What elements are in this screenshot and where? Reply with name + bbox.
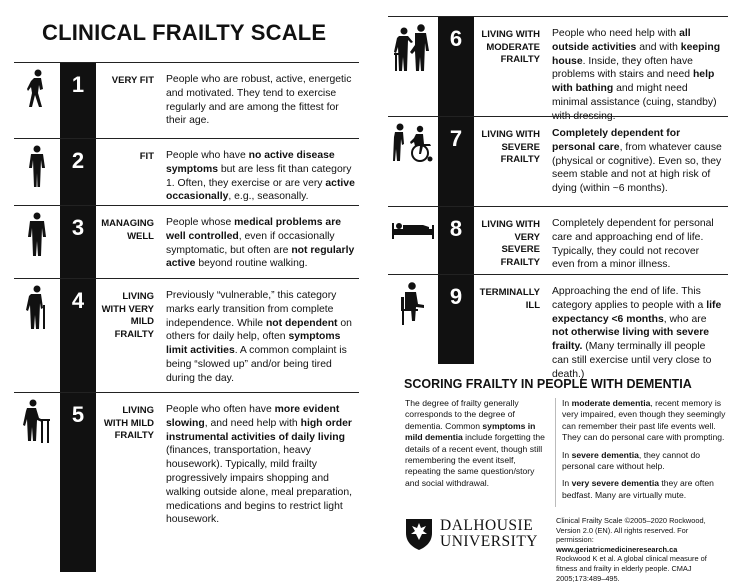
level-label: LIVING WITH MODERATE FRAILTY bbox=[481, 29, 540, 65]
level-description: People who have no active disease symptoms but are less fit than category 1. Often, they exercise or are very active occasionally, e.g., seasonally. bbox=[166, 150, 355, 203]
dementia-section-title: SCORING FRAILTY IN PEOPLE WITH DEMENTIA bbox=[404, 377, 692, 391]
level-label: TERMINALLY ILL bbox=[479, 287, 540, 311]
level-label: FIT bbox=[139, 151, 154, 162]
dalhousie-shield-icon bbox=[404, 517, 434, 551]
frailty-levels-left bbox=[14, 62, 359, 572]
standing-heavy-person-icon bbox=[14, 206, 60, 278]
level-number: 3 bbox=[60, 206, 96, 278]
bed-icon bbox=[388, 207, 438, 274]
level-description: Completely dependent for personal care and approaching end of life. Typically, they could not recover even from a minor illness. bbox=[552, 218, 714, 271]
permission-url[interactable]: www.geriatricmedicineresearch.ca bbox=[556, 544, 678, 554]
walking-person-icon bbox=[14, 63, 60, 138]
frailty-level-7 bbox=[388, 116, 728, 206]
frailty-level-1 bbox=[14, 62, 359, 138]
level-description: Previously “vulnerable,” this category marks early transition from complete independence. While not dependent on others for daily help, often symptoms limit activities. A common complaint is being “slowed up” and/or being tired during the day. bbox=[166, 290, 352, 384]
level-label: LIVING WITH VERY SEVERE FRAILTY bbox=[481, 219, 540, 268]
level-description: People who need help with all outside activities and with keeping house. Inside, they often have problems with stairs and need help with bathing and might need minimal assistance (cuing, standby) with dressing. bbox=[552, 28, 721, 122]
frailty-level-5 bbox=[14, 392, 359, 572]
level-description: People who often have more evident slowing, and need help with high order instrumental activities of daily living (finances, transportation, heavy housework). Typically, mild frailty progressively impairs shopping and walking outside alone, meal preparation, medications and begins to restrict light housework. bbox=[166, 404, 352, 526]
assisted-walking-icon bbox=[388, 17, 438, 116]
level-description: People who are robust, active, energetic and motivated. They tend to exercise regularly and are among the fittest for their age. bbox=[166, 74, 352, 127]
dalhousie-logo bbox=[404, 517, 538, 551]
level-number: 9 bbox=[438, 275, 474, 364]
level-description: Completely dependent for personal care, from whatever cause (physical or cognitive). Even so, they seem stable and not at high risk of dying (within ~6 months). bbox=[552, 128, 722, 195]
frailty-level-6 bbox=[388, 16, 728, 122]
level-number: 1 bbox=[60, 63, 96, 138]
seated-person-icon bbox=[388, 275, 438, 364]
frailty-levels-right bbox=[388, 16, 728, 380]
level-number: 7 bbox=[438, 117, 474, 206]
level-number: 2 bbox=[60, 139, 96, 205]
wheelchair-icon bbox=[388, 117, 438, 206]
level-label: VERY FIT bbox=[111, 75, 154, 86]
standing-person-icon bbox=[14, 139, 60, 205]
frailty-level-8 bbox=[388, 206, 728, 274]
person-with-cane-icon bbox=[14, 279, 60, 392]
dementia-severe: In severe dementia, they cannot do personal care without help. bbox=[562, 449, 701, 472]
dementia-levels bbox=[555, 398, 727, 507]
page-title: CLINICAL FRAILTY SCALE bbox=[42, 20, 327, 45]
level-label: LIVING WITH MILD FRAILTY bbox=[103, 405, 154, 441]
dementia-very-severe: In very severe dementia they are often bedfast. Many are virtually mute. bbox=[562, 478, 714, 500]
frailty-level-3 bbox=[14, 205, 359, 278]
level-label: LIVING WITH SEVERE FRAILTY bbox=[481, 129, 540, 165]
dementia-intro: The degree of frailty generally corresponds to the degree of dementia. Common symptoms in mild dementia include forgetting the details of a recent event, though still remembering the event itself, repeating the same question/story and social withdrawal. bbox=[405, 398, 545, 488]
level-label: LIVING WITH VERY MILD FRAILTY bbox=[101, 291, 154, 340]
level-number: 6 bbox=[438, 17, 474, 116]
frailty-level-2 bbox=[14, 138, 359, 205]
frailty-level-4 bbox=[14, 278, 359, 392]
level-description: People whose medical problems are well controlled, even if occasionally symptomatic, but often are not regularly active beyond routine walking. bbox=[166, 217, 355, 270]
dementia-moderate: In moderate dementia, recent memory is very impaired, even though they seemingly can remember their past life events well. They can do personal care with prompting. bbox=[562, 398, 726, 443]
level-number: 5 bbox=[60, 393, 96, 572]
frailty-level-9 bbox=[388, 274, 728, 380]
university-name: DALHOUSIE UNIVERSITY bbox=[440, 517, 538, 550]
person-with-walker-icon bbox=[14, 393, 60, 572]
level-number: 4 bbox=[60, 279, 96, 392]
level-number: 8 bbox=[438, 207, 474, 274]
copyright-notice: Clinical Frailty Scale ©2005–2020 Rockwood, Version 2.0 (EN). All rights reserved. For permission: www.geriatricmedicineresearch.ca Rockwood K et al. A global clinical measure of fitness and frailty in elderly people. CMAJ 2005;173:489–495. bbox=[556, 516, 707, 583]
level-label: MANAGING WELL bbox=[101, 218, 154, 242]
level-description: Approaching the end of life. This category applies to people with a life expectancy <6 months, who are not otherwise living with severe frailty. (Many terminally ill people can still exercise until very close to death.) bbox=[552, 286, 722, 380]
